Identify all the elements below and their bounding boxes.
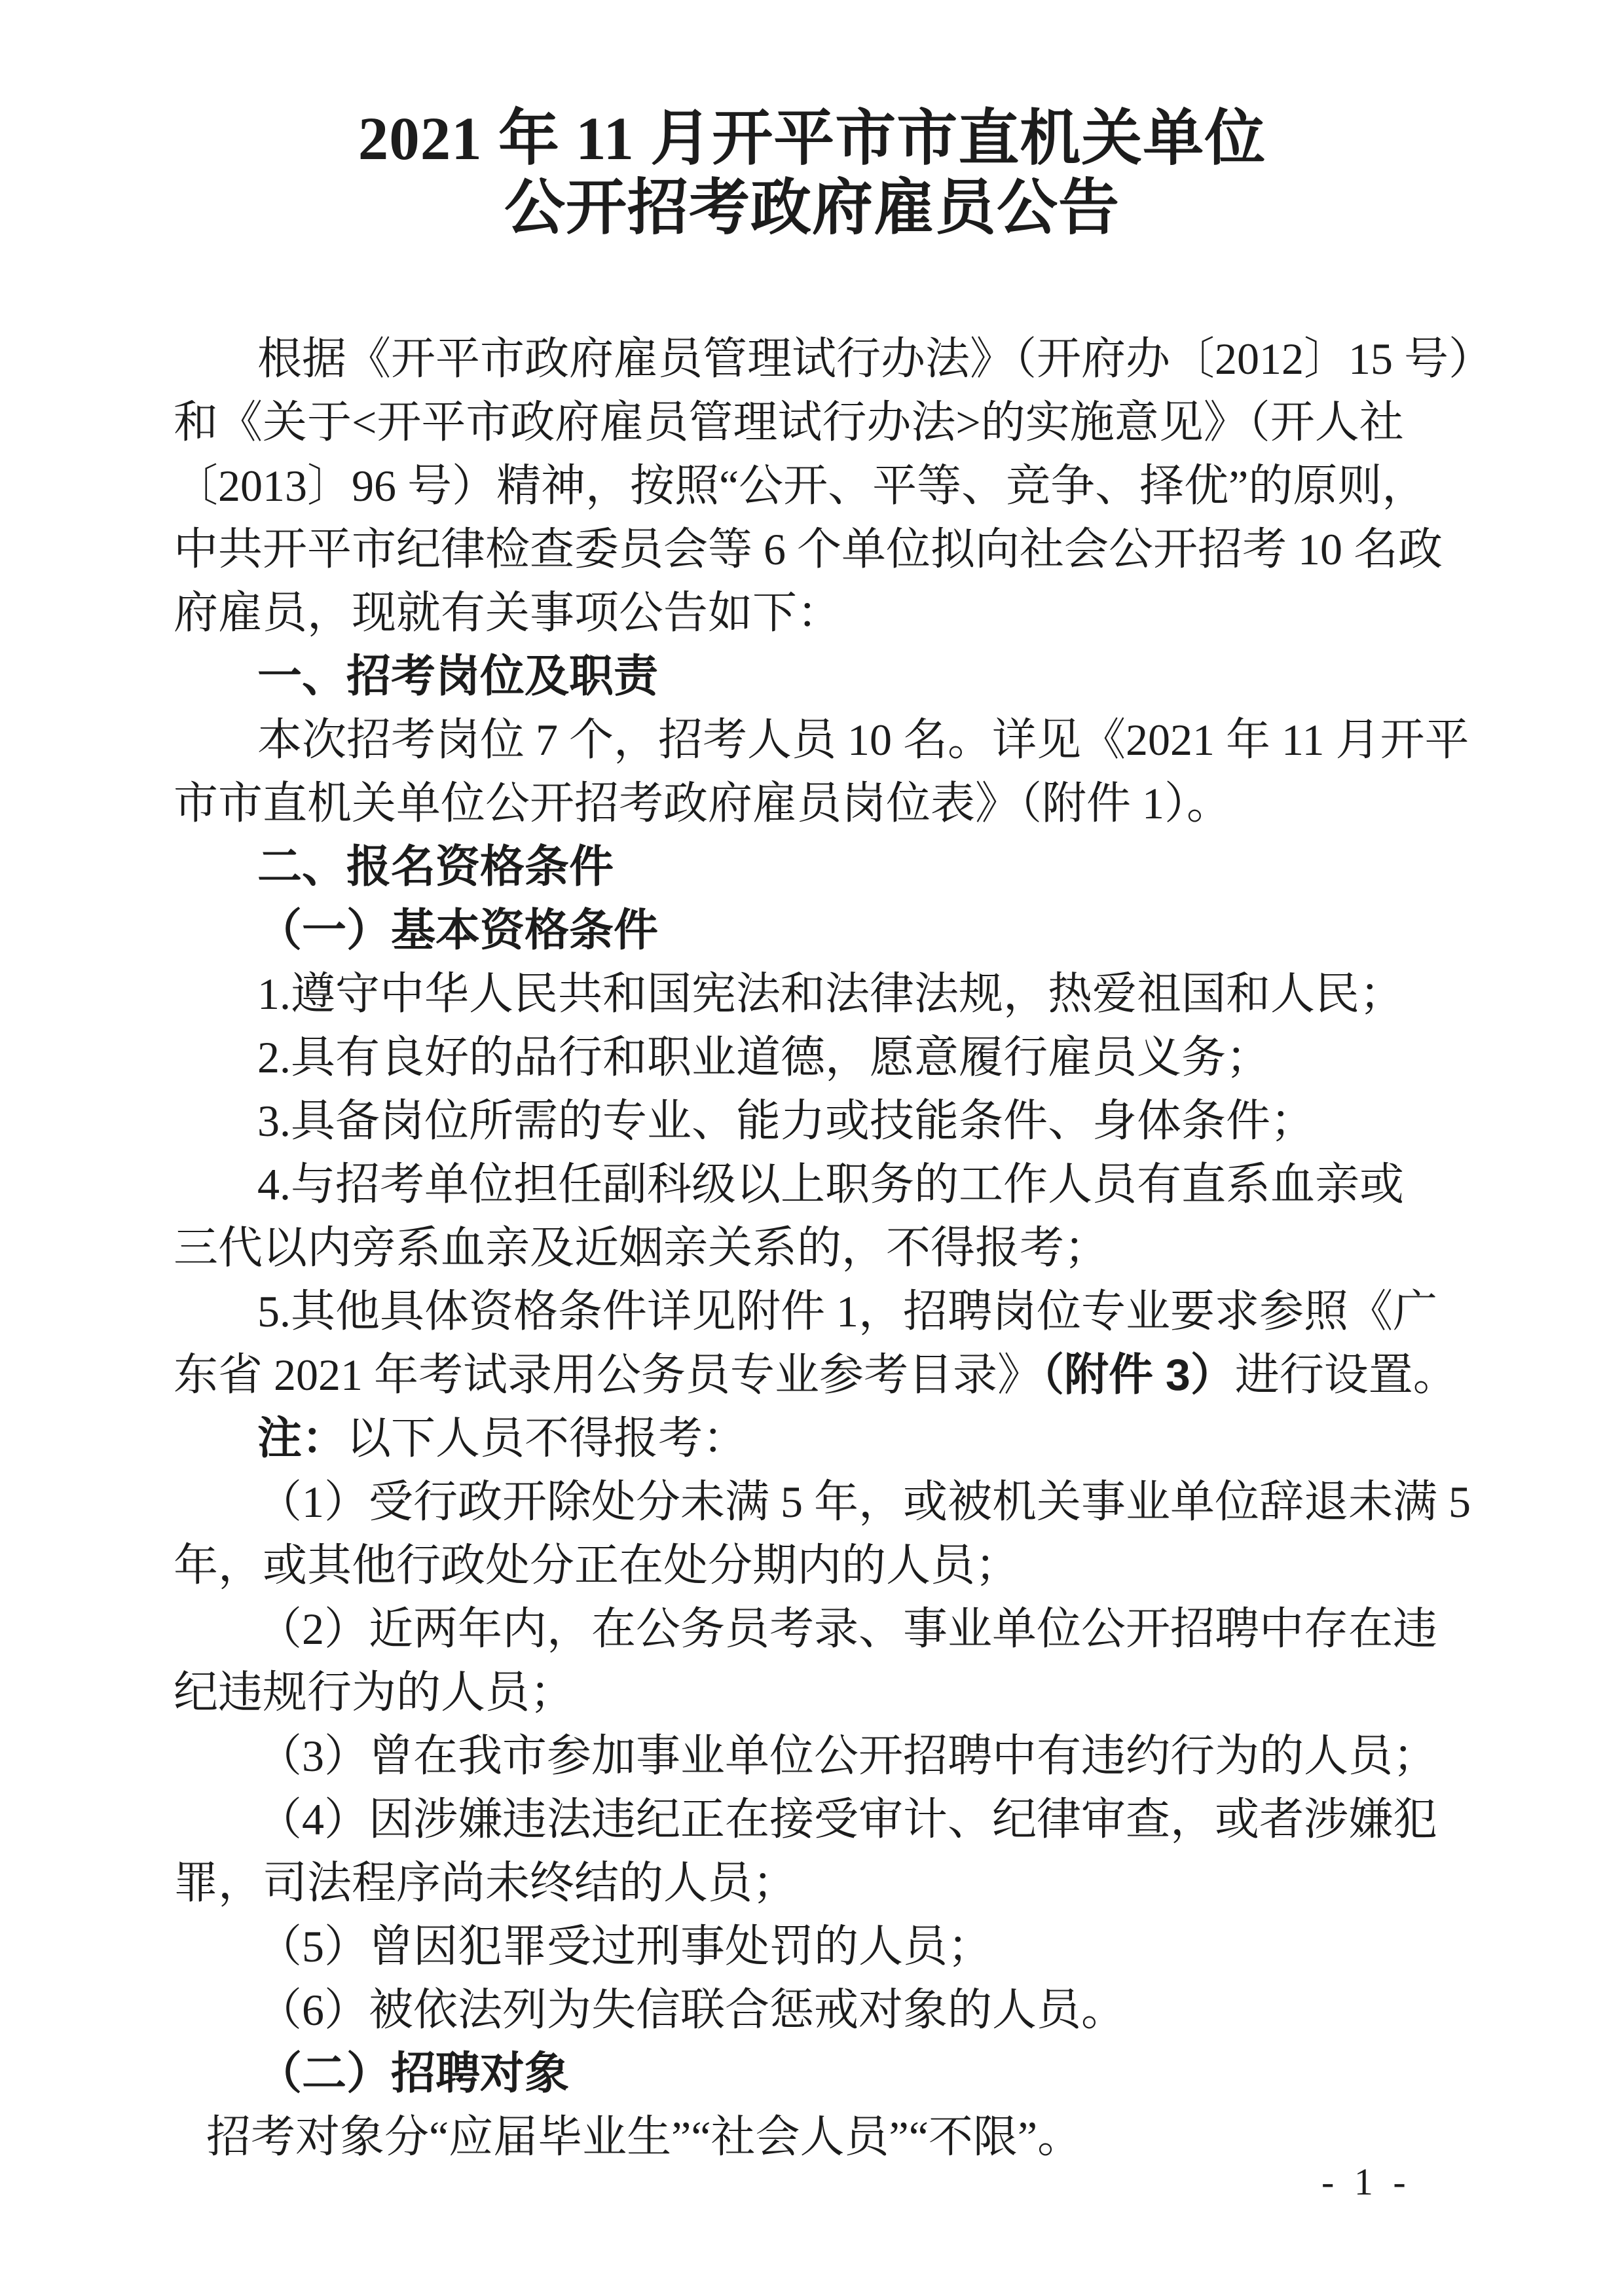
heading-sub-2-2: （二）招聘对象 — [257, 2049, 570, 2098]
attachment-3-ref: （附件 3） — [1042, 1350, 1235, 1400]
heading-section-1: 一、招考岗位及职责 — [257, 651, 659, 701]
body-line-11: 1.遵守中华人民共和国宪法和法律法规，热爱祖国和人民； — [257, 969, 1405, 1019]
body-line-27: （6）被依法列为失信联合惩戒对象的人员。 — [257, 1985, 1126, 2035]
body-line-02: 和《关于<开平市政府雇员管理试行办法>的实施意见》（开人社 — [174, 397, 1404, 447]
body-line-26: （5）曾因犯罪受过刑事处罚的人员； — [257, 1922, 993, 1971]
body-line-17 — [174, 1343, 1458, 1407]
body-line-03: 〔2013〕96 号）精神，按照“公开、平等、竞争、择优”的原则， — [174, 461, 1427, 511]
body-line-29: 招考对象分“应届毕业生”“社会人员”“不限”。 — [206, 2112, 1082, 2162]
title-line-2: 公开招考政府雇员公告 — [504, 175, 1120, 242]
body-line-23: （3）曾在我市参加事业单位公开招聘中有违约行为的人员； — [257, 1731, 1438, 1781]
body-line-04: 中共开平市纪律检查委员会等 6 个单位拟向社会公开招考 10 名政 — [174, 524, 1443, 574]
body-line-24: （4）因涉嫌违法违纪正在接受审计、纪律审查，或者涉嫌犯 — [257, 1795, 1438, 1844]
body-line-16: 5.其他具体资格条件详见附件 1，招聘岗位专业要求参照《广 — [257, 1286, 1438, 1336]
body-line-14: 4.与招考单位担任副科级以上职务的工作人员有直系血亲或 — [257, 1159, 1405, 1209]
body-line-22: 纪违规行为的人员； — [174, 1667, 575, 1717]
body-line-12: 2.具有良好的品行和职业道德，愿意履行雇员义务； — [257, 1032, 1271, 1082]
body-line-20: 年，或其他行政处分正在处分期内的人员； — [174, 1540, 1020, 1590]
heading-section-2: 二、报名资格条件 — [257, 842, 614, 892]
document-title — [0, 105, 1624, 244]
heading-sub-2-1: （一）基本资格条件 — [257, 905, 659, 955]
body-line-13: 3.具备岗位所需的专业、能力或技能条件、身体条件； — [257, 1096, 1316, 1146]
note-label: 注： — [257, 1413, 347, 1463]
page-number: - 1 - — [1321, 2160, 1411, 2203]
body-line-21: （2）近两年内，在公务员考录、事业单位公开招聘中存在违 — [257, 1604, 1438, 1654]
body-line-25: 罪，司法程序尚未终结的人员； — [174, 1858, 798, 1908]
body-line-05: 府雇员，现就有关事项公告如下： — [174, 588, 842, 638]
body-text — [174, 327, 1494, 2169]
line-segment: 以下人员不得报考： — [346, 1413, 748, 1463]
title-line-1: 2021 年 11 月开平市市直机关单位 — [358, 105, 1266, 173]
body-line-18 — [174, 1407, 1421, 1470]
body-line-07: 本次招考岗位 7 个，招考人员 10 名。详见《2021 年 11 月开平 — [257, 715, 1469, 765]
line-segment: 进行设置。 — [1234, 1350, 1458, 1400]
body-line-08: 市市直机关单位公开招考政府雇员岗位表》（附件 1）。 — [174, 778, 1232, 828]
body-line-19: （1）受行政开除处分未满 5 年，或被机关事业单位辞退未满 5 — [257, 1477, 1471, 1527]
line-segment: 东省 2021 年考试录用公务员专业参考目录》 — [174, 1350, 1043, 1400]
body-line-15: 三代以内旁系血亲及近姻亲关系的，不得报考； — [174, 1223, 1109, 1273]
body-line-01: 根据《开平市政府雇员管理试行办法》（开府办〔2012〕15 号） — [257, 334, 1494, 384]
